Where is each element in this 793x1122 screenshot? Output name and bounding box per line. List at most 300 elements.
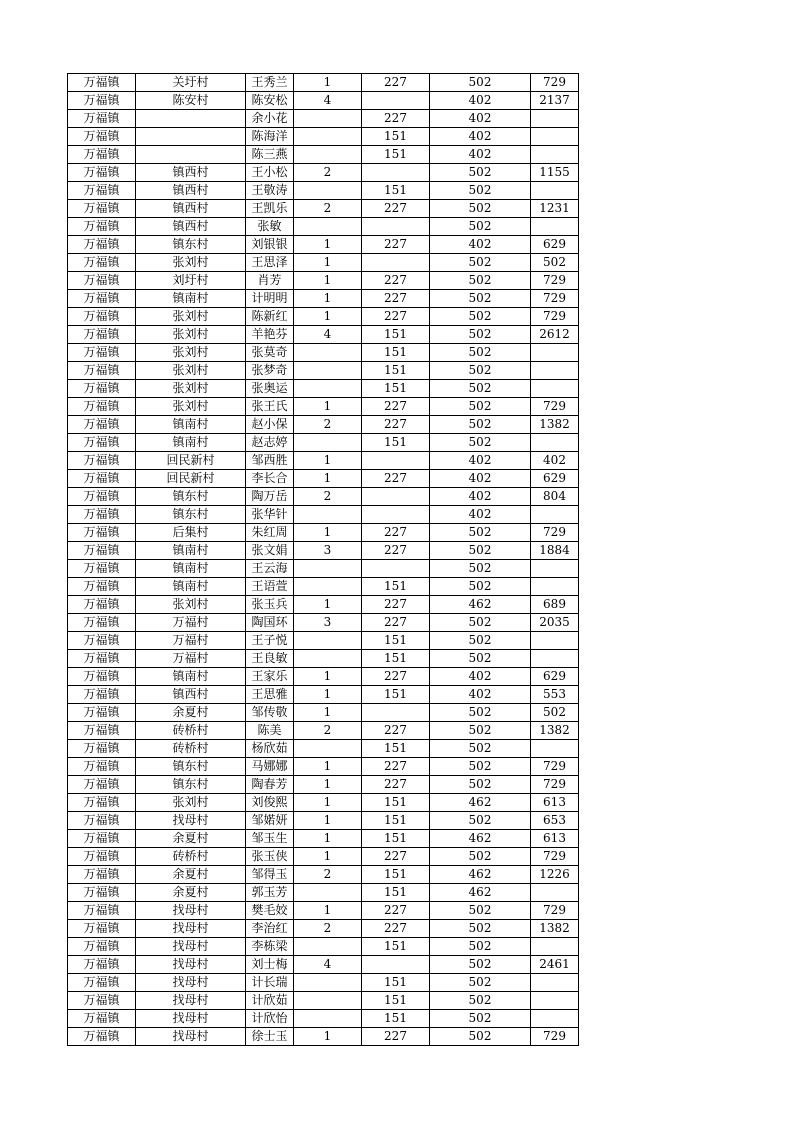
count-cell	[294, 884, 362, 902]
village-cell	[136, 128, 246, 146]
amount-a-cell	[362, 452, 430, 470]
amount-a-cell: 227	[362, 272, 430, 290]
amount-b-cell: 502	[430, 920, 531, 938]
total-cell: 729	[531, 902, 579, 920]
table-row	[68, 722, 579, 740]
table-row	[68, 650, 579, 668]
table-row	[68, 884, 579, 902]
total-cell: 653	[531, 812, 579, 830]
town-cell: 万福镇	[68, 1010, 136, 1028]
name-cell: 王敬涛	[246, 182, 294, 200]
amount-a-cell	[362, 704, 430, 722]
town-cell: 万福镇	[68, 362, 136, 380]
total-cell: 1382	[531, 722, 579, 740]
amount-b-cell: 502	[430, 380, 531, 398]
amount-b-cell: 462	[430, 830, 531, 848]
village-cell: 刘圩村	[136, 272, 246, 290]
name-cell: 张奥运	[246, 380, 294, 398]
amount-a-cell: 227	[362, 200, 430, 218]
total-cell: 1155	[531, 164, 579, 182]
town-cell: 万福镇	[68, 164, 136, 182]
name-cell: 余小花	[246, 110, 294, 128]
amount-b-cell: 502	[430, 812, 531, 830]
amount-b-cell: 462	[430, 866, 531, 884]
count-cell: 2	[294, 416, 362, 434]
amount-a-cell: 227	[362, 668, 430, 686]
name-cell: 李栋梁	[246, 938, 294, 956]
amount-b-cell: 502	[430, 848, 531, 866]
amount-a-cell: 227	[362, 920, 430, 938]
count-cell: 1	[294, 398, 362, 416]
town-cell: 万福镇	[68, 614, 136, 632]
total-cell	[531, 884, 579, 902]
table-row	[68, 614, 579, 632]
name-cell: 计长瑞	[246, 974, 294, 992]
count-cell: 1	[294, 74, 362, 92]
table-row	[68, 200, 579, 218]
village-cell: 张刘村	[136, 794, 246, 812]
table-row	[68, 164, 579, 182]
amount-a-cell	[362, 506, 430, 524]
amount-a-cell: 151	[362, 434, 430, 452]
name-cell: 邹西胜	[246, 452, 294, 470]
table-row	[68, 668, 579, 686]
name-cell: 刘银银	[246, 236, 294, 254]
table-row	[68, 218, 579, 236]
total-cell: 729	[531, 1028, 579, 1046]
name-cell: 张莫奇	[246, 344, 294, 362]
table-row	[68, 182, 579, 200]
table-row	[68, 434, 579, 452]
name-cell: 张文娟	[246, 542, 294, 560]
town-cell: 万福镇	[68, 596, 136, 614]
count-cell: 1	[294, 794, 362, 812]
village-cell: 找母村	[136, 956, 246, 974]
village-cell: 找母村	[136, 902, 246, 920]
town-cell: 万福镇	[68, 758, 136, 776]
table-row	[68, 272, 579, 290]
town-cell: 万福镇	[68, 974, 136, 992]
count-cell	[294, 938, 362, 956]
count-cell: 1	[294, 596, 362, 614]
table-row	[68, 236, 579, 254]
count-cell: 2	[294, 920, 362, 938]
amount-b-cell: 502	[430, 164, 531, 182]
name-cell: 刘士梅	[246, 956, 294, 974]
name-cell: 赵小保	[246, 416, 294, 434]
name-cell: 邹婼妍	[246, 812, 294, 830]
total-cell: 629	[531, 668, 579, 686]
total-cell: 1231	[531, 200, 579, 218]
name-cell: 张梦奇	[246, 362, 294, 380]
village-cell: 镇东村	[136, 236, 246, 254]
count-cell	[294, 434, 362, 452]
count-cell	[294, 380, 362, 398]
total-cell	[531, 650, 579, 668]
amount-b-cell: 502	[430, 398, 531, 416]
amount-a-cell: 151	[362, 182, 430, 200]
town-cell: 万福镇	[68, 146, 136, 164]
village-cell: 张刘村	[136, 380, 246, 398]
total-cell: 2461	[531, 956, 579, 974]
name-cell: 樊毛姣	[246, 902, 294, 920]
amount-a-cell: 151	[362, 740, 430, 758]
village-cell: 镇西村	[136, 200, 246, 218]
table-row	[68, 290, 579, 308]
table-row	[68, 812, 579, 830]
count-cell: 1	[294, 704, 362, 722]
count-cell: 2	[294, 488, 362, 506]
amount-a-cell: 151	[362, 992, 430, 1010]
name-cell: 王语萱	[246, 578, 294, 596]
total-cell: 402	[531, 452, 579, 470]
town-cell: 万福镇	[68, 1028, 136, 1046]
table-row	[68, 992, 579, 1010]
amount-a-cell	[362, 218, 430, 236]
village-cell: 余夏村	[136, 830, 246, 848]
name-cell: 张玉兵	[246, 596, 294, 614]
name-cell: 马娜娜	[246, 758, 294, 776]
amount-a-cell: 227	[362, 308, 430, 326]
count-cell: 1	[294, 272, 362, 290]
count-cell	[294, 992, 362, 1010]
total-cell: 1382	[531, 416, 579, 434]
town-cell: 万福镇	[68, 722, 136, 740]
total-cell	[531, 632, 579, 650]
village-cell: 余夏村	[136, 704, 246, 722]
town-cell: 万福镇	[68, 812, 136, 830]
count-cell	[294, 146, 362, 164]
table-row	[68, 110, 579, 128]
total-cell	[531, 344, 579, 362]
town-cell: 万福镇	[68, 866, 136, 884]
amount-b-cell: 502	[430, 992, 531, 1010]
count-cell: 1	[294, 308, 362, 326]
amount-b-cell: 402	[430, 452, 531, 470]
town-cell: 万福镇	[68, 326, 136, 344]
total-cell: 729	[531, 308, 579, 326]
count-cell: 1	[294, 668, 362, 686]
name-cell: 张敏	[246, 218, 294, 236]
amount-a-cell: 227	[362, 110, 430, 128]
town-cell: 万福镇	[68, 290, 136, 308]
count-cell	[294, 110, 362, 128]
amount-b-cell: 402	[430, 146, 531, 164]
name-cell: 邹传敬	[246, 704, 294, 722]
town-cell: 万福镇	[68, 740, 136, 758]
amount-a-cell: 227	[362, 614, 430, 632]
amount-a-cell: 227	[362, 776, 430, 794]
total-cell: 729	[531, 758, 579, 776]
town-cell: 万福镇	[68, 488, 136, 506]
table-row	[68, 848, 579, 866]
total-cell	[531, 1010, 579, 1028]
town-cell: 万福镇	[68, 398, 136, 416]
town-cell: 万福镇	[68, 938, 136, 956]
total-cell	[531, 740, 579, 758]
table-row	[68, 254, 579, 272]
town-cell: 万福镇	[68, 380, 136, 398]
village-cell: 镇南村	[136, 542, 246, 560]
name-cell: 李长合	[246, 470, 294, 488]
total-cell: 729	[531, 272, 579, 290]
name-cell: 陈安松	[246, 92, 294, 110]
town-cell: 万福镇	[68, 794, 136, 812]
amount-a-cell: 151	[362, 578, 430, 596]
town-cell: 万福镇	[68, 776, 136, 794]
village-cell: 镇东村	[136, 488, 246, 506]
village-cell: 找母村	[136, 920, 246, 938]
count-cell: 1	[294, 254, 362, 272]
amount-b-cell: 502	[430, 434, 531, 452]
amount-a-cell	[362, 254, 430, 272]
town-cell: 万福镇	[68, 848, 136, 866]
table-row	[68, 578, 579, 596]
name-cell: 徐士玉	[246, 1028, 294, 1046]
amount-b-cell: 502	[430, 560, 531, 578]
total-cell	[531, 380, 579, 398]
amount-b-cell: 502	[430, 1010, 531, 1028]
count-cell: 1	[294, 902, 362, 920]
count-cell: 1	[294, 812, 362, 830]
village-cell: 镇东村	[136, 776, 246, 794]
count-cell: 1	[294, 236, 362, 254]
name-cell: 王小松	[246, 164, 294, 182]
count-cell	[294, 344, 362, 362]
village-cell: 镇东村	[136, 506, 246, 524]
total-cell: 613	[531, 794, 579, 812]
village-cell: 找母村	[136, 1028, 246, 1046]
count-cell	[294, 506, 362, 524]
table-row	[68, 956, 579, 974]
table-row	[68, 704, 579, 722]
amount-a-cell: 227	[362, 722, 430, 740]
town-cell: 万福镇	[68, 434, 136, 452]
town-cell: 万福镇	[68, 902, 136, 920]
total-cell	[531, 362, 579, 380]
table-row	[68, 866, 579, 884]
amount-a-cell: 151	[362, 128, 430, 146]
amount-b-cell: 402	[430, 110, 531, 128]
name-cell: 杨欣茹	[246, 740, 294, 758]
amount-a-cell	[362, 488, 430, 506]
name-cell: 王良敏	[246, 650, 294, 668]
village-cell: 张刘村	[136, 398, 246, 416]
village-cell: 砖桥村	[136, 740, 246, 758]
town-cell: 万福镇	[68, 830, 136, 848]
amount-b-cell: 402	[430, 128, 531, 146]
total-cell: 729	[531, 290, 579, 308]
name-cell: 张华针	[246, 506, 294, 524]
count-cell	[294, 650, 362, 668]
amount-a-cell: 227	[362, 1028, 430, 1046]
amount-a-cell	[362, 956, 430, 974]
name-cell: 陶万岳	[246, 488, 294, 506]
total-cell: 613	[531, 830, 579, 848]
village-cell: 张刘村	[136, 254, 246, 272]
village-cell: 张刘村	[136, 308, 246, 326]
total-cell: 629	[531, 470, 579, 488]
table-row	[68, 92, 579, 110]
town-cell: 万福镇	[68, 470, 136, 488]
table-row	[68, 326, 579, 344]
amount-b-cell: 502	[430, 704, 531, 722]
town-cell: 万福镇	[68, 650, 136, 668]
total-cell: 689	[531, 596, 579, 614]
town-cell: 万福镇	[68, 254, 136, 272]
total-cell	[531, 506, 579, 524]
name-cell: 肖芳	[246, 272, 294, 290]
amount-b-cell: 502	[430, 74, 531, 92]
amount-a-cell: 151	[362, 794, 430, 812]
amount-b-cell: 462	[430, 794, 531, 812]
total-cell: 2612	[531, 326, 579, 344]
amount-b-cell: 502	[430, 578, 531, 596]
amount-b-cell: 502	[430, 254, 531, 272]
town-cell: 万福镇	[68, 200, 136, 218]
total-cell: 729	[531, 398, 579, 416]
village-cell: 镇东村	[136, 758, 246, 776]
count-cell	[294, 1010, 362, 1028]
village-cell: 镇西村	[136, 218, 246, 236]
town-cell: 万福镇	[68, 74, 136, 92]
total-cell: 729	[531, 524, 579, 542]
village-cell: 找母村	[136, 974, 246, 992]
name-cell: 计欣茹	[246, 992, 294, 1010]
total-cell	[531, 578, 579, 596]
town-cell: 万福镇	[68, 416, 136, 434]
amount-b-cell: 502	[430, 956, 531, 974]
total-cell: 502	[531, 704, 579, 722]
table-row	[68, 470, 579, 488]
town-cell: 万福镇	[68, 956, 136, 974]
total-cell	[531, 938, 579, 956]
village-cell: 找母村	[136, 812, 246, 830]
amount-a-cell: 227	[362, 758, 430, 776]
amount-b-cell: 502	[430, 974, 531, 992]
name-cell: 陶春芳	[246, 776, 294, 794]
table-row	[68, 938, 579, 956]
amount-b-cell: 502	[430, 1028, 531, 1046]
amount-b-cell: 502	[430, 344, 531, 362]
town-cell: 万福镇	[68, 344, 136, 362]
amount-b-cell: 502	[430, 542, 531, 560]
table-row	[68, 596, 579, 614]
town-cell: 万福镇	[68, 560, 136, 578]
amount-a-cell: 227	[362, 416, 430, 434]
village-cell: 镇西村	[136, 686, 246, 704]
amount-b-cell: 462	[430, 884, 531, 902]
count-cell: 2	[294, 866, 362, 884]
amount-a-cell: 151	[362, 830, 430, 848]
village-cell: 镇南村	[136, 578, 246, 596]
village-cell: 砖桥村	[136, 722, 246, 740]
table-row	[68, 524, 579, 542]
table-row	[68, 380, 579, 398]
village-cell: 镇南村	[136, 416, 246, 434]
amount-b-cell: 402	[430, 488, 531, 506]
name-cell: 陶国环	[246, 614, 294, 632]
count-cell: 1	[294, 524, 362, 542]
table-row	[68, 758, 579, 776]
village-cell: 找母村	[136, 938, 246, 956]
table-row	[68, 146, 579, 164]
amount-a-cell: 151	[362, 380, 430, 398]
table-row	[68, 128, 579, 146]
town-cell: 万福镇	[68, 992, 136, 1010]
amount-b-cell: 402	[430, 470, 531, 488]
amount-a-cell: 227	[362, 74, 430, 92]
table-row	[68, 416, 579, 434]
table-row	[68, 776, 579, 794]
table-row	[68, 362, 579, 380]
amount-a-cell: 227	[362, 398, 430, 416]
table-row	[68, 1010, 579, 1028]
count-cell: 2	[294, 722, 362, 740]
count-cell: 1	[294, 1028, 362, 1046]
name-cell: 陈美	[246, 722, 294, 740]
amount-b-cell: 502	[430, 758, 531, 776]
village-cell: 找母村	[136, 992, 246, 1010]
total-cell: 729	[531, 776, 579, 794]
amount-a-cell: 227	[362, 848, 430, 866]
table-row	[68, 686, 579, 704]
table-row	[68, 542, 579, 560]
town-cell: 万福镇	[68, 272, 136, 290]
amount-b-cell: 502	[430, 362, 531, 380]
town-cell: 万福镇	[68, 218, 136, 236]
name-cell: 王家乐	[246, 668, 294, 686]
name-cell: 张王氏	[246, 398, 294, 416]
total-cell: 553	[531, 686, 579, 704]
total-cell	[531, 434, 579, 452]
village-cell: 镇南村	[136, 434, 246, 452]
total-cell: 804	[531, 488, 579, 506]
amount-a-cell	[362, 92, 430, 110]
village-cell: 余夏村	[136, 884, 246, 902]
table-row	[68, 920, 579, 938]
village-cell: 万福村	[136, 650, 246, 668]
table-row	[68, 794, 579, 812]
town-cell: 万福镇	[68, 686, 136, 704]
amount-b-cell: 402	[430, 236, 531, 254]
count-cell: 4	[294, 326, 362, 344]
village-cell: 回民新村	[136, 470, 246, 488]
amount-b-cell: 502	[430, 182, 531, 200]
amount-a-cell: 151	[362, 362, 430, 380]
name-cell: 王子悦	[246, 632, 294, 650]
amount-b-cell: 502	[430, 290, 531, 308]
count-cell	[294, 632, 362, 650]
table-row	[68, 1028, 579, 1046]
village-cell	[136, 146, 246, 164]
table-row	[68, 398, 579, 416]
table-row	[68, 830, 579, 848]
count-cell	[294, 974, 362, 992]
town-cell: 万福镇	[68, 452, 136, 470]
amount-b-cell: 402	[430, 668, 531, 686]
name-cell: 计欣怡	[246, 1010, 294, 1028]
name-cell: 王凯乐	[246, 200, 294, 218]
count-cell	[294, 218, 362, 236]
total-cell: 502	[531, 254, 579, 272]
count-cell: 1	[294, 470, 362, 488]
table-body	[68, 74, 579, 1046]
village-cell: 万福村	[136, 614, 246, 632]
town-cell: 万福镇	[68, 128, 136, 146]
count-cell: 3	[294, 614, 362, 632]
name-cell: 王云海	[246, 560, 294, 578]
